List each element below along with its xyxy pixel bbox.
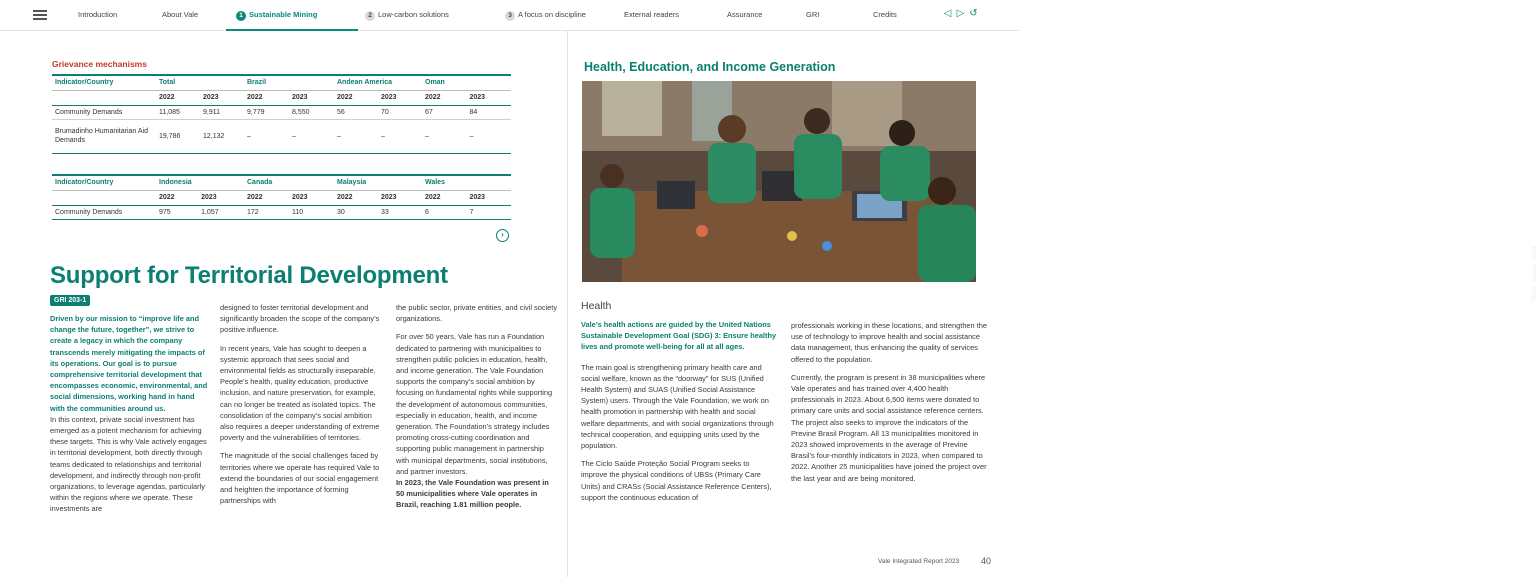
- year-cell: 2023: [467, 90, 512, 105]
- photo-credit: Photo: Isaque Junior: [1532, 245, 1538, 301]
- table-cell: 11,085: [156, 105, 200, 119]
- page-number: 40: [981, 556, 992, 566]
- table-cell: 1,057: [198, 205, 244, 219]
- table-cell: –: [289, 119, 334, 153]
- menu-icon[interactable]: [33, 10, 47, 20]
- nav-label: A focus on discipline: [518, 10, 586, 19]
- nav-introduction[interactable]: Introduction: [78, 10, 118, 19]
- body-paragraph: professionals working in these locations, and strengthen the use of technology to improve health and social assistance data management, thus enhancing the quality of services offered to the population.: [791, 321, 987, 364]
- classroom-photo: [582, 81, 1538, 301]
- year-cell: 2022: [156, 90, 200, 105]
- year-cell: 2023: [198, 190, 244, 205]
- body-paragraph: Currently, the program is present in 38 municipalities where Vale operates and has trained over 4,400 health professionals in 2023. About 6,500 items were donated to primary care units and social assistance reference centers. The project also seeks to improve the indicators of the Previne Brasil Program. All 13 municipalities monitored in 2023 showed improvements in the average of Previne Brasil’s four-monthly indicators in 2023, when compared to 2022. Another 25 municipalities have joined the project over the last year and are being monitored.: [791, 372, 987, 483]
- year-cell: 2022: [422, 190, 467, 205]
- body-paragraph: The magnitude of the social challenges faced by territories where we operate has required Vale to extend the boundaries of our social engagement and heighten the importance of forming partnerships with: [220, 451, 380, 506]
- body-paragraph: In this context, private social investment has emerged as a potent mechanism for achieving these targets. This is why Vale actively engages in territorial development, both directly through teams dedicated to relationships and territorial development, and indirectly through non-profit organizations, to leverage agendas, particularly within the regions where we operate. These investments are: [50, 414, 207, 514]
- table-cell: 56: [334, 105, 378, 119]
- body-paragraph: designed to foster territorial development and significantly broaden the scope of the company’s positive influence.: [220, 303, 380, 335]
- table-header: Total: [156, 75, 244, 90]
- year-cell: 2022: [422, 90, 467, 105]
- table-header: Oman: [422, 75, 511, 90]
- table-cell: 19,786: [156, 119, 200, 153]
- highlight-paragraph: In 2023, the Vale Foundation was present in 50 municipalities where Vale operates in Brazil, reaching 1.81 million people.: [396, 478, 549, 510]
- table-cell: 172: [244, 205, 289, 219]
- nav-external-readers[interactable]: External readers: [624, 10, 680, 19]
- year-cell: 2022: [156, 190, 198, 205]
- health-title: Health: [581, 300, 612, 312]
- table-header: Indonesia: [156, 175, 244, 190]
- row-label: Community Demands: [52, 205, 156, 219]
- table-cell: –: [467, 119, 512, 153]
- table-cell: 84: [467, 105, 512, 119]
- table-header: Canada: [244, 175, 334, 190]
- grievance-table-1: [52, 74, 511, 154]
- previous-page-icon[interactable]: ◁: [943, 8, 952, 19]
- table-cell: 975: [156, 205, 198, 219]
- table-header: Andean America: [334, 75, 422, 90]
- text-column-3: [396, 302, 558, 511]
- table-cell: 7: [467, 205, 512, 219]
- health-column-1: [581, 319, 777, 503]
- lead-paragraph: Driven by our mission to “improve life and change the future, together”, we strive to create a legacy in which the company transcends merely mitigating the impacts of its operations. Our goal is to pursue comprehensive territorial development that encompasses economic, environmental, and social dimensions, working hand in hand with the communities around us.: [50, 314, 208, 413]
- body-paragraph: For over 50 years, Vale has run a Foundation dedicated to partnering with municipalities to strengthen public policies in education, health, and income generation. The Vale Foundation supports the company’s social ambition by focusing on fundamental rights while supporting the development of autonomous communities, especially in education, health, and income generation. The Foundation’s strategy includes promoting cross-cutting coordination and supporting public management in partnership with municipal departments, social institutions, and partner investors.: [396, 332, 553, 476]
- table-cell: 8,550: [289, 105, 334, 119]
- body-paragraph: The main goal is strengthening primary health care and social welfare, known as the “doorway” for SUS (Unified Health System) and SUAS (Unified Social Assistance System) users. Through the Vale Foundation, we work on health promotion in partnership with health and social welfare departments, and with social organizations through technical cooperation, and equipping units used by the population.: [581, 362, 774, 451]
- nav-label: Sustainable Mining: [249, 10, 318, 19]
- table-cell: 70: [378, 105, 422, 119]
- year-cell: 2023: [467, 190, 512, 205]
- text-column-2: [220, 302, 382, 513]
- table-cell: 30: [334, 205, 378, 219]
- table-cell: 9,911: [200, 105, 244, 119]
- body-paragraph: In recent years, Vale has sought to deepen a systemic approach that sees social and environmental fields as structurally inseparable. People’s health, quality education, productive inclusion, and nature preservation, for example, can no longer be treated as isolated topics. The consolidation of the company’s social ambition also requires a deeper understanding of extreme poverty and the vulnerabilities of territories.: [220, 343, 380, 443]
- photo-illustration: [582, 81, 976, 282]
- year-cell: 2022: [334, 190, 378, 205]
- table-cell: 67: [422, 105, 467, 119]
- body-paragraph: the public sector, private entities, and civil society organizations.: [396, 303, 558, 324]
- table-row: [52, 105, 511, 119]
- nav-arrows: [942, 8, 979, 19]
- year-cell: 2023: [289, 190, 334, 205]
- row-label: Brumadinho Humanitarian Aid Demands: [52, 119, 156, 153]
- body-paragraph: The Ciclo Saúde Proteção Social Program seeks to improve the physical conditions of UBSs (Primary Care Units) and CRASs (Social Assistance Reference Centers), support the continuous education of: [581, 459, 772, 502]
- year-cell: 2023: [289, 90, 334, 105]
- next-arrow-button[interactable]: ›: [496, 229, 509, 242]
- gri-badge: GRI 203-1: [50, 295, 90, 306]
- table-header: Brazil: [244, 75, 334, 90]
- nav-label: Low-carbon solutions: [378, 10, 449, 19]
- year-cell: 2023: [378, 90, 422, 105]
- table-cell: 110: [289, 205, 334, 219]
- year-cell: 2022: [334, 90, 378, 105]
- active-tab-indicator: [226, 29, 358, 31]
- table-cell: 6: [422, 205, 467, 219]
- nav-gri[interactable]: GRI: [806, 10, 820, 19]
- next-page-icon[interactable]: ▷: [956, 8, 965, 19]
- table-cell: [52, 190, 156, 205]
- nav-number: 2: [365, 11, 375, 21]
- table-cell: –: [244, 119, 289, 153]
- table-cell: 12,132: [200, 119, 244, 153]
- section-title: Support for Territorial Development: [50, 262, 448, 289]
- health-column-2: [791, 320, 987, 484]
- table-cell: 9,779: [244, 105, 289, 119]
- table-cell: –: [334, 119, 378, 153]
- table-cell: –: [422, 119, 467, 153]
- grievance-table-2: [52, 174, 511, 220]
- nav-assurance[interactable]: Assurance: [727, 10, 763, 19]
- table-cell: –: [378, 119, 422, 153]
- year-cell: 2022: [244, 190, 289, 205]
- column-divider: [567, 31, 568, 577]
- nav-number: 3: [505, 11, 515, 21]
- text-column-1: [50, 313, 211, 515]
- year-cell: 2023: [378, 190, 422, 205]
- back-refresh-icon[interactable]: ↺: [969, 8, 978, 19]
- nav-about-vale[interactable]: About Vale: [162, 10, 199, 19]
- table-row: [52, 205, 511, 219]
- nav-focus-discipline[interactable]: [505, 10, 586, 21]
- nav-credits[interactable]: Credits: [873, 10, 897, 19]
- top-navigation: [0, 0, 1019, 31]
- table-header: Indicator/Country: [52, 75, 156, 90]
- year-cell: 2023: [200, 90, 244, 105]
- report-footer: Vale Integrated Report 2023: [878, 558, 960, 565]
- health-section-title: Health, Education, and Income Generation: [584, 60, 836, 74]
- grievance-title: Grievance mechanisms: [52, 59, 147, 69]
- table-header: Malaysia: [334, 175, 422, 190]
- row-label: Community Demands: [52, 105, 156, 119]
- table-header: Wales: [422, 175, 511, 190]
- nav-sustainable-mining[interactable]: [236, 10, 317, 21]
- nav-number: 1: [236, 11, 246, 21]
- table-cell: [52, 90, 156, 105]
- year-cell: 2022: [244, 90, 289, 105]
- nav-low-carbon[interactable]: [365, 10, 449, 21]
- lead-paragraph: Vale’s health actions are guided by the United Nations Sustainable Development Goal (SDG) 3: Ensure healthy lives and promote well-being for all at all ages.: [581, 320, 777, 352]
- table-header: Indicator/Country: [52, 175, 156, 190]
- table-row: [52, 119, 511, 153]
- table-cell: 33: [378, 205, 422, 219]
